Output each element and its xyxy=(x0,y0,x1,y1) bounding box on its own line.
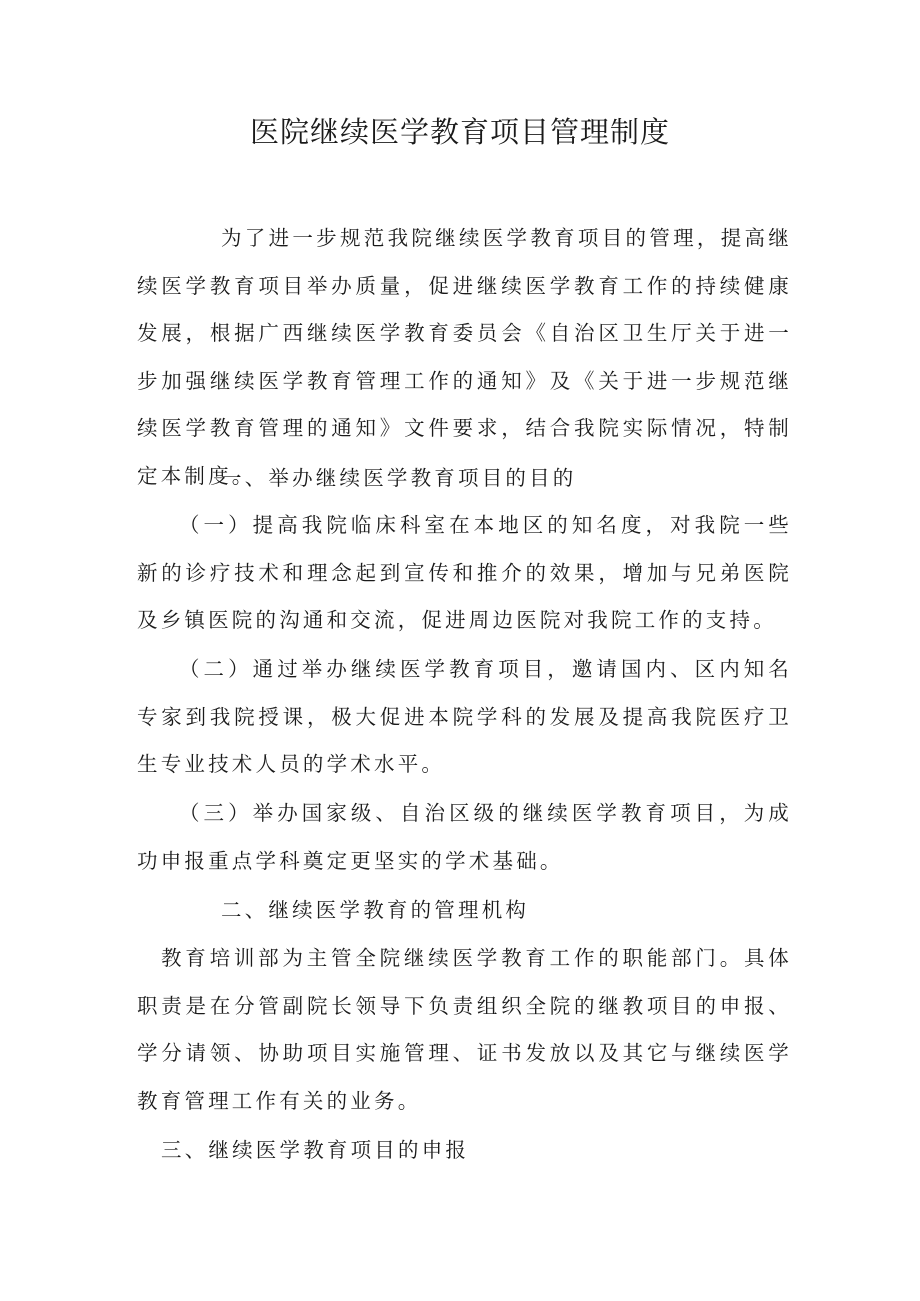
section-3-heading: 三、继续医学教育项目的申报 xyxy=(161,1138,470,1162)
document-title: 医院继续医学教育项目管理制度 xyxy=(249,115,670,149)
intro-paragraph: 为了进一步规范我院继续医学教育项目的管理，提高继续医学教育项目举办质量，促进继续医学教育工作的持续健康发展，根据广西继续医学教育委员会《自治区卫生厅关于进一步加强继续医学教育管理工作的通知》及《关于进一步规范继续医学教育管理的通知》文件要求，结合我院实际情况，特制定本制度。 xyxy=(137,226,792,488)
section-1-item-1: （一）提高我院临床科室在本地区的知名度，对我院一些新的诊疗技术和理念起到宣传和推介的效果，增加与兄弟医院及乡镇医院的沟通和交流，促进周边医院对我院工作的支持。 xyxy=(137,513,792,632)
section-1-heading: 一、举办继续医学教育项目的目的 xyxy=(221,466,577,490)
section-1-item-3: （三）举办国家级、自治区级的继续医学教育项目，为成功申报重点学科奠定更坚实的学术基础。 xyxy=(137,801,792,873)
section-2-body: 教育培训部为主管全院继续医学教育工作的职能部门。具体职责是在分管副院长领导下负责组织全院的继教项目的申报、学分请领、协助项目实施管理、证书发放以及其它与继续医学教育管理工作有关的业务。 xyxy=(137,946,792,1113)
section-2-heading: 二、继续医学教育的管理机构 xyxy=(221,898,530,922)
section-1-item-2: （二）通过举办继续医学教育项目，邀请国内、区内知名专家到我院授课，极大促进本院学科的发展及提高我院医疗卫生专业技术人员的学术水平。 xyxy=(137,657,792,776)
